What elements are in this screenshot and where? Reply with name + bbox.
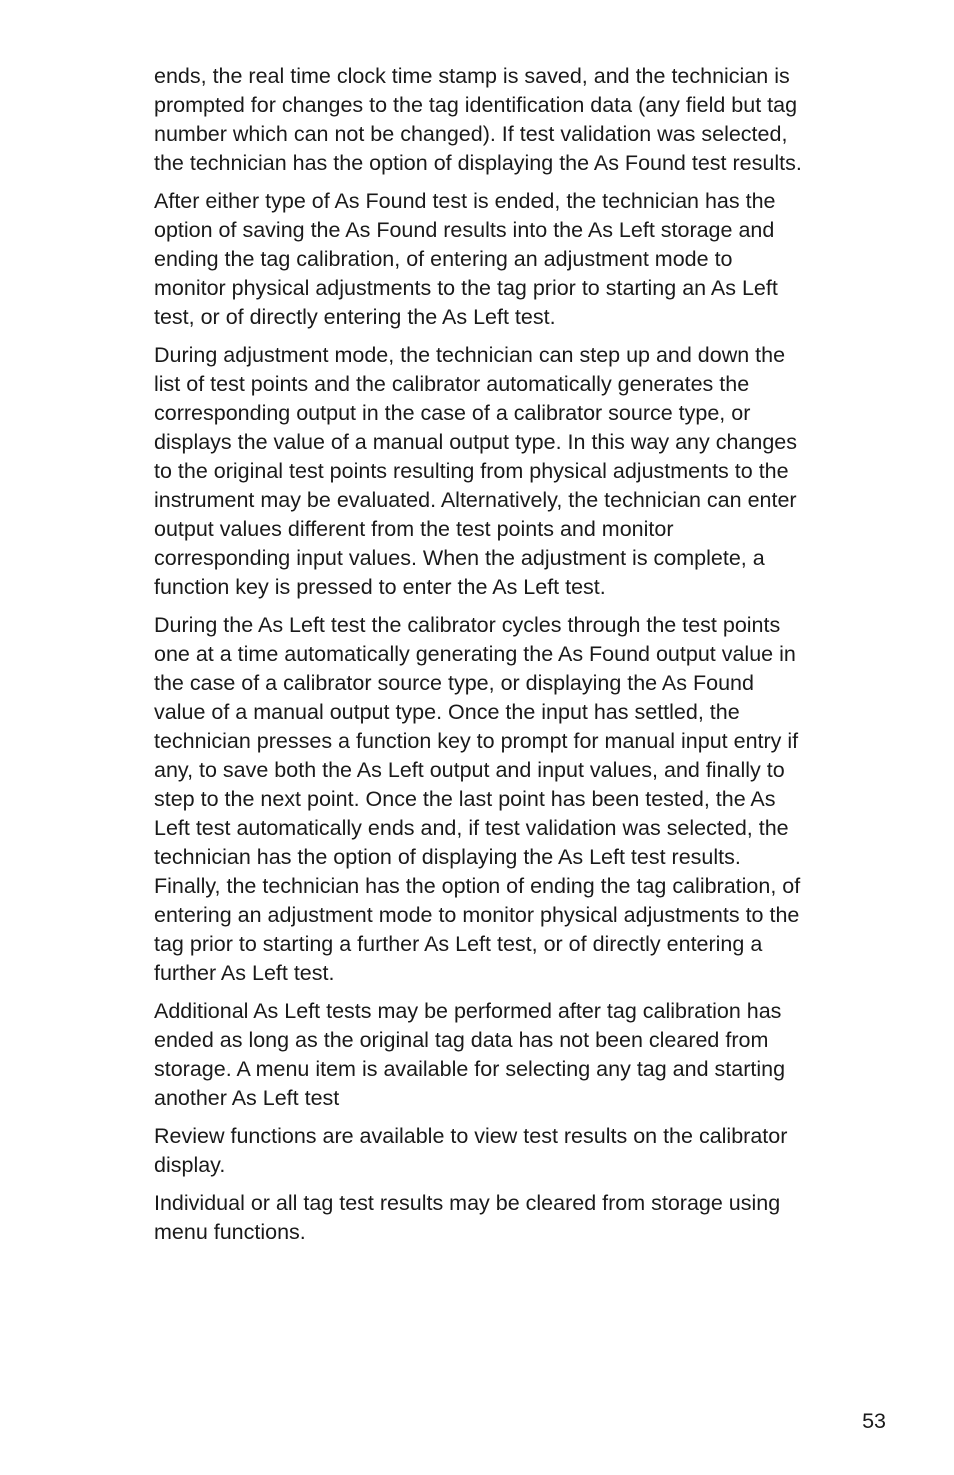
paragraph-additional-tests: Additional As Left tests may be performed after tag calibration has ended as long as the original tag data has not been cleared from storage. A menu item is available for selecting any tag and starting another As Left test: [154, 999, 786, 1110]
page-body: [154, 62, 886, 1256]
paragraph-after-as-found: After either type of As Found test is ended, the technician has the option of saving the As Found results into the As Left storage and ending the tag calibration, of entering an adjustment mode to monitor physical adjustments to the tag prior to starting an As Left test, or of directly entering the As Left test.: [154, 189, 778, 329]
page-number: 53: [862, 1409, 886, 1433]
paragraph-review-functions: Review functions are available to view test results on the calibrator display.: [154, 1124, 788, 1177]
paragraph-clear-results: Individual or all tag test results may be cleared from storage using menu functions.: [154, 1191, 781, 1244]
paragraph-as-found-end: ends, the real time clock time stamp is saved, and the technician is prompted for changes to the tag identification data (any field but tag number which can not be changed). If test validation was selected, the technician has the option of displaying the As Found test results.: [154, 64, 802, 175]
paragraph-adjustment-mode: During adjustment mode, the technician can step up and down the list of test points and the calibrator automatically generates the corresponding output in the case of a calibrator source type, or displays the value of a manual output type. In this way any changes to the original test points resulting from physical adjustments to the instrument may be evaluated. Alternatively, the technician can enter output values different from the test points and monitor corresponding input values. When the adjustment is complete, a function key is pressed to enter the As Left test.: [154, 343, 798, 599]
paragraph-as-left-test: During the As Left test the calibrator cycles through the test points one at a time automatically generating the As Found output value in the case of a calibrator source type, or displaying the As Found value of a manual output type. Once the input has settled, the technician presses a function key to prompt for manual input entry if any, to save both the As Left output and input values, and finally to step to the next point. Once the last point has been tested, the As Left test automatically ends and, if test validation was selected, the technician has the option of displaying the As Left test results. Finally, the technician has the option of ending the tag calibration, of entering an adjustment mode to monitor physical adjustments to the tag prior to starting a further As Left test, or of directly entering a further As Left test.: [154, 613, 801, 985]
